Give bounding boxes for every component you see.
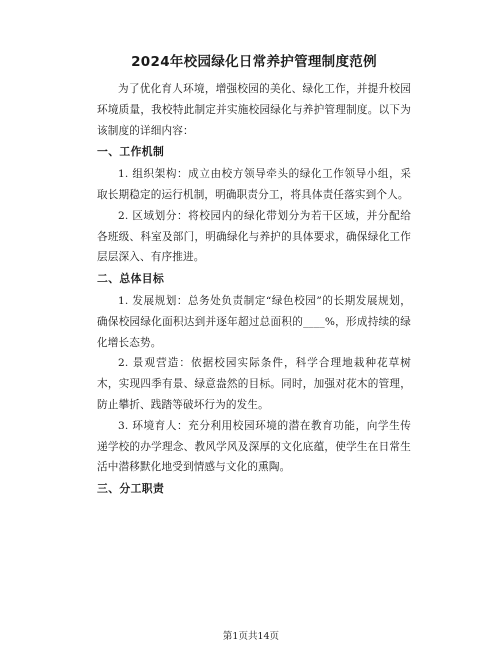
intro-paragraph: 为了优化育人环境，增强校园的美化、绿化工作，并提升校园环境质量，我校特此制定并实施校园绿化与养护管理制度。以下为该制度的详细内容： [97, 83, 411, 137]
page-number: 第1页共14页 [222, 631, 280, 642]
section-heading-overall-goals: 二、总体目标 [97, 272, 165, 286]
paragraph-area-division: 2. 区域划分：将校园内的绿化带划分为若干区域，并分配给各班级、科室及部门，明确绿化与养护的具体要求，确保绿化工作层层深入、有序推进。 [97, 209, 411, 264]
document-body [97, 50, 411, 501]
document-title: 2024年校园绿化日常养护管理制度范例 [131, 54, 377, 70]
section-heading-work-mechanism: 一、工作机制 [97, 145, 165, 159]
paragraph-landscape: 2. 景观营造：依据校园实际条件，科学合理地栽种花草树木，实现四季有景、绿意盎然的目标。同时，加强对花木的管理，防止攀折、践踏等破坏行为的发生。 [97, 357, 411, 411]
paragraph-environment-education: 3. 环境育人：充分利用校园环境的潜在教育功能，向学生传递学校的办学理念、教风学风及深厚的文化底蕴，使学生在日常生活中潜移默化地受到情感与文化的熏陶。 [97, 419, 411, 474]
paragraph-development-plan: 1. 发展规划：总务处负责制定“绿色校园”的长期发展规划，确保校园绿化面积达到并逐年超过总面积的____%，形成持续的绿化增长态势。 [97, 294, 411, 349]
section-heading-responsibilities: 三、分工职责 [97, 482, 165, 496]
paragraph-organization: 1. 组织架构：成立由校方领导牵头的绿化工作领导小组，采取长期稳定的运行机制，明确职责分工，将具体责任落实到个人。 [97, 168, 411, 201]
